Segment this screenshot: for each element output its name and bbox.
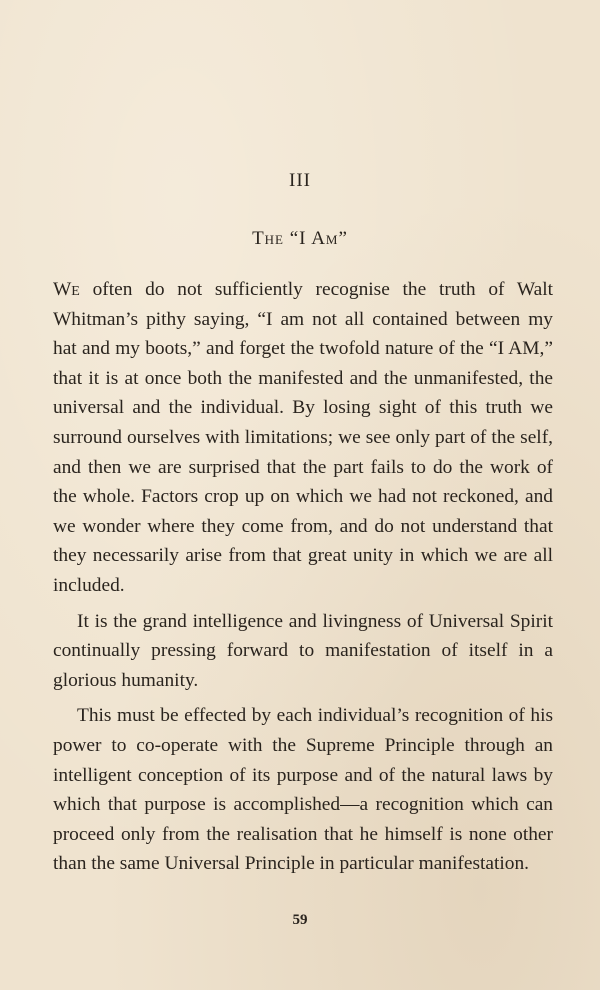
- paragraph-1-text: often do not sufficiently recognise the truth of Walt Whitman’s pithy saying, “I am not all contained between my hat and my boots,” and forget the twofold nature of the “I AM,” that it is at once both the manifested and the unmanifested, the universal and the individual. By losing sight of this truth we surround ourselves with limitations; we see only part of the self, and then we are surprised that the part fails to do the work of the whole. Factors crop up on which we had not reckoned, and we wonder where they come from, and do not understand that they necessarily arise from that great unity in which we are all included.: [53, 279, 553, 596]
- chapter-body: [53, 275, 553, 879]
- paragraph-2: It is the grand intelligence and livingness of Universal Spirit continually pressing forward to manifestation of itself in a glorious humanity.: [53, 610, 553, 691]
- page-number: 59: [292, 912, 308, 928]
- chapter-number: III: [289, 170, 311, 191]
- chapter-title: The “I Am”: [252, 228, 348, 249]
- paragraph-1-opening-word: We: [53, 279, 80, 300]
- paragraph-3: This must be effected by each individual’s recognition of his power to co-operate with the Supreme Principle through an intelligent conception of its purpose and of the natural laws by which that purpose is accomplished—a recognition which can proceed only from the realisation that he himself is none other than the same Universal Principle in particular manifestation.: [53, 705, 553, 875]
- paragraph-1: [53, 275, 553, 601]
